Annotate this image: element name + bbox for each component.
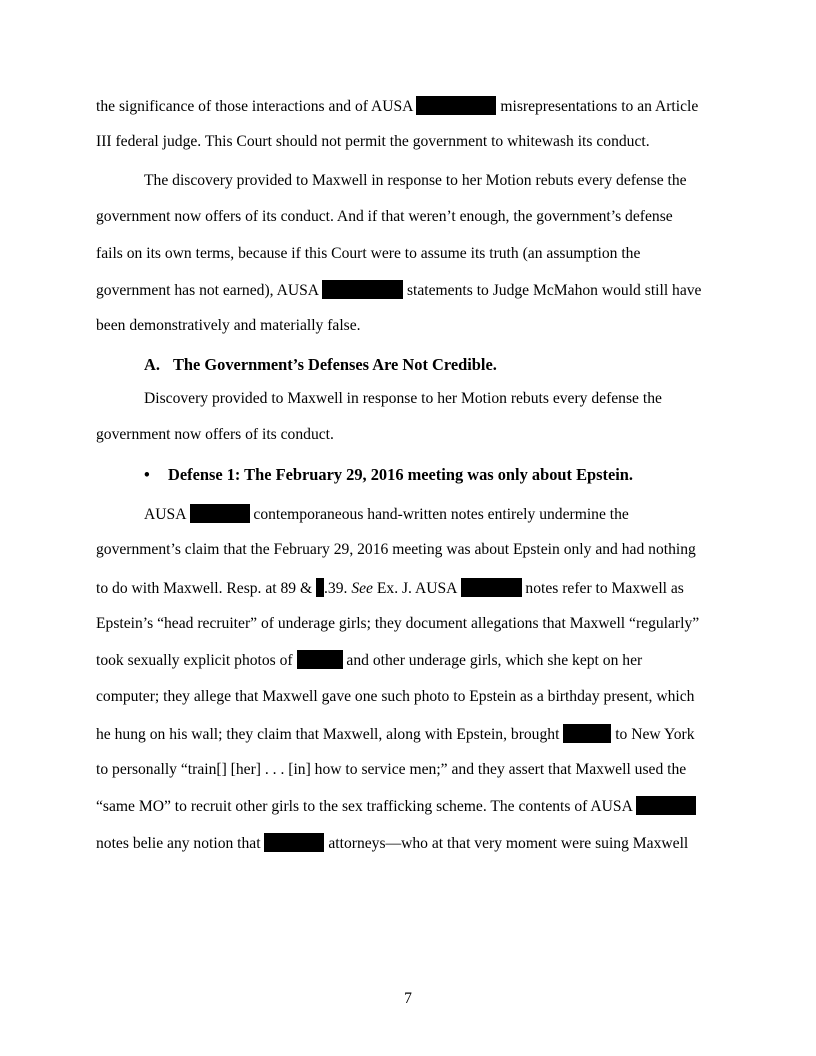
redaction xyxy=(316,578,324,597)
text: III federal judge. This Court should not permit the government to whitewash its conduct. xyxy=(96,133,650,150)
text: government now offers of its conduct. xyxy=(96,426,334,443)
text: AUSA xyxy=(144,506,190,523)
text: been demonstratively and materially false. xyxy=(96,317,361,334)
text: .39. xyxy=(324,580,352,597)
redaction xyxy=(190,504,250,523)
text-line xyxy=(96,760,686,780)
text: notes belie any notion that xyxy=(96,835,265,852)
text-line xyxy=(96,132,650,152)
text-line xyxy=(96,578,684,599)
text: the significance of those interactions and of AUSA xyxy=(96,98,417,115)
text: Ex. J. AUSA xyxy=(372,580,461,597)
text-line xyxy=(144,504,629,525)
text-line xyxy=(96,280,701,301)
redaction xyxy=(563,724,611,743)
text-line xyxy=(96,796,696,817)
text: misrepresentations to an Article xyxy=(496,98,699,115)
text: government has not earned), AUSA xyxy=(96,282,323,299)
text-line xyxy=(144,389,662,409)
text: to do with Maxwell. Resp. at 89 & xyxy=(96,580,317,597)
text: contemporaneous hand-written notes entirely undermine the xyxy=(249,506,629,523)
bullet-icon: • xyxy=(144,465,150,484)
text-line xyxy=(96,687,694,707)
text: Epstein’s “head recruiter” of underage girls; they document allegations that Maxwell “regularly” xyxy=(96,615,700,632)
text-line xyxy=(96,207,673,227)
text-line xyxy=(144,171,687,191)
text-line xyxy=(96,833,688,854)
text-line xyxy=(96,96,698,117)
text: fails on its own terms, because if this Court were to assume its truth (an assumption the xyxy=(96,245,641,262)
text: attorneys—who at that very moment were suing Maxwell xyxy=(324,835,689,852)
text: he hung on his wall; they claim that Maxwell, along with Epstein, brought xyxy=(96,726,564,743)
text: government now offers of its conduct. And if that weren’t enough, the government’s defense xyxy=(96,208,673,225)
text-line xyxy=(96,724,695,745)
italic-text: See xyxy=(351,580,373,597)
text: Discovery provided to Maxwell in response to her Motion rebuts every defense the xyxy=(144,390,662,407)
text-line xyxy=(96,650,642,671)
section-heading xyxy=(144,355,497,375)
text: government’s claim that the February 29, 2016 meeting was about Epstein only and had nothing xyxy=(96,541,696,558)
text-line xyxy=(96,614,699,634)
text: to personally “train[] [her] . . . [in] how to service men;” and they assert that Maxwell used the xyxy=(96,761,687,778)
text: “same MO” to recruit other girls to the sex trafficking scheme. The contents of AUSA xyxy=(96,798,636,815)
text: notes refer to Maxwell as xyxy=(521,580,684,597)
text: statements to Judge McMahon would still have xyxy=(403,282,702,299)
redaction xyxy=(461,578,522,597)
text-line xyxy=(96,425,334,445)
heading-text: The Government’s Defenses Are Not Credible. xyxy=(173,355,497,374)
text: The discovery provided to Maxwell in response to her Motion rebuts every defense the xyxy=(144,172,687,189)
redaction xyxy=(636,796,696,815)
text-line xyxy=(96,540,696,560)
text-line xyxy=(96,244,640,264)
redaction xyxy=(416,96,496,115)
text: to New York xyxy=(611,726,695,743)
heading-label: A. xyxy=(144,355,160,374)
bullet-text: Defense 1: The February 29, 2016 meeting was only about Epstein. xyxy=(168,465,634,484)
text-line xyxy=(96,316,361,336)
text: computer; they allege that Maxwell gave one such photo to Epstein as a birthday present, which xyxy=(96,688,695,705)
page-number: 7 xyxy=(404,990,412,1007)
redaction xyxy=(264,833,324,852)
text: and other underage girls, which she kept on her xyxy=(342,652,643,669)
text: took sexually explicit photos of xyxy=(96,652,297,669)
redaction xyxy=(322,280,403,299)
redaction xyxy=(297,650,343,669)
bullet-heading xyxy=(144,465,633,485)
